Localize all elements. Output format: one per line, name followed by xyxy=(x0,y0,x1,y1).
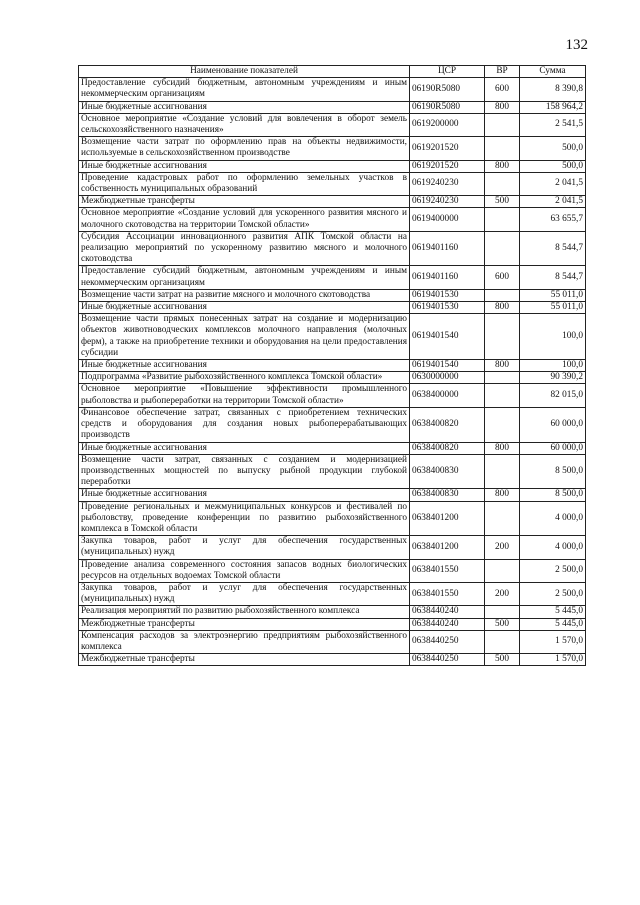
header-csr: ЦСР xyxy=(410,66,485,78)
row-sum-cell: 60 000,0 xyxy=(520,442,586,454)
row-vr-cell: 600 xyxy=(485,78,520,101)
row-csr-cell: 0619240230 xyxy=(410,196,485,208)
row-vr-cell xyxy=(485,454,520,489)
row-name-cell: Иные бюджетные ассигнования xyxy=(79,101,410,113)
row-name-cell: Финансовое обеспечение затрат, связанных с приобретением технических средств и оборудования для создания новых рыбоперерабатывающих производств xyxy=(79,407,410,442)
row-csr-cell: 0638400000 xyxy=(410,384,485,407)
row-sum-cell: 5 445,0 xyxy=(520,618,586,630)
table-row xyxy=(79,454,586,489)
budget-table xyxy=(78,65,586,666)
table-row xyxy=(79,606,586,618)
table-row xyxy=(79,372,586,384)
table-row xyxy=(79,196,586,208)
row-name-cell: Межбюджетные трансферты xyxy=(79,618,410,630)
row-name-cell: Субсидия Ассоциации инновационного развития АПК Томской области на реализацию мероприятий по ускоренному развитию мясного и молочного скотоводства xyxy=(79,231,410,266)
row-csr-cell: 0638401200 xyxy=(410,501,485,536)
row-sum-cell: 2 041,5 xyxy=(520,196,586,208)
row-vr-cell: 600 xyxy=(485,266,520,289)
row-csr-cell: 0638440250 xyxy=(410,654,485,666)
row-csr-cell: 0619201520 xyxy=(410,137,485,160)
table-row xyxy=(79,101,586,113)
row-csr-cell: 0619200000 xyxy=(410,113,485,136)
row-csr-cell: 0619401530 xyxy=(410,302,485,314)
row-csr-cell: 0619400000 xyxy=(410,208,485,231)
row-vr-cell xyxy=(485,113,520,136)
row-vr-cell: 500 xyxy=(485,654,520,666)
table-row xyxy=(79,231,586,266)
row-name-cell: Возмещение части затрат на развитие мясного и молочного скотоводства xyxy=(79,289,410,301)
row-vr-cell xyxy=(485,137,520,160)
table-row xyxy=(79,559,586,582)
row-sum-cell: 500,0 xyxy=(520,137,586,160)
row-name-cell: Иные бюджетные ассигнования xyxy=(79,360,410,372)
row-vr-cell: 500 xyxy=(485,196,520,208)
row-name-cell: Основное мероприятие «Создание условий для ускоренного развития мясного и молочного скотоводства на территории Томской области» xyxy=(79,208,410,231)
row-csr-cell: 0638400820 xyxy=(410,407,485,442)
row-sum-cell: 60 000,0 xyxy=(520,407,586,442)
row-sum-cell: 82 015,0 xyxy=(520,384,586,407)
row-sum-cell: 500,0 xyxy=(520,160,586,172)
table-row xyxy=(79,618,586,630)
row-sum-cell: 158 964,2 xyxy=(520,101,586,113)
row-sum-cell: 2 500,0 xyxy=(520,559,586,582)
table-row xyxy=(79,208,586,231)
row-name-cell: Проведение кадастровых работ по оформлению земельных участков в собственность муниципальных образований xyxy=(79,172,410,195)
row-csr-cell: 0619401540 xyxy=(410,314,485,360)
row-vr-cell xyxy=(485,606,520,618)
table-row xyxy=(79,384,586,407)
row-name-cell: Реализация мероприятий по развитию рыбохозяйственного комплекса xyxy=(79,606,410,618)
table-row xyxy=(79,113,586,136)
row-name-cell: Предоставление субсидий бюджетным, автономным учреждениям и иным некоммерческим организациям xyxy=(79,266,410,289)
row-csr-cell: 06190R5080 xyxy=(410,101,485,113)
row-name-cell: Основное мероприятие «Повышение эффективности промышленного рыболовства и рыбопереработки на территории Томской области» xyxy=(79,384,410,407)
table-row xyxy=(79,266,586,289)
row-name-cell: Межбюджетные трансферты xyxy=(79,654,410,666)
row-sum-cell: 8 544,7 xyxy=(520,266,586,289)
row-sum-cell: 2 541,5 xyxy=(520,113,586,136)
row-name-cell: Межбюджетные трансферты xyxy=(79,196,410,208)
row-vr-cell xyxy=(485,501,520,536)
row-vr-cell xyxy=(485,372,520,384)
row-name-cell: Компенсация расходов за электроэнергию предприятиям рыбохозяйственного комплекса xyxy=(79,630,410,653)
row-sum-cell: 100,0 xyxy=(520,360,586,372)
row-name-cell: Иные бюджетные ассигнования xyxy=(79,302,410,314)
row-csr-cell: 0638400820 xyxy=(410,442,485,454)
table-row xyxy=(79,302,586,314)
row-sum-cell: 4 000,0 xyxy=(520,501,586,536)
table-row xyxy=(79,501,586,536)
header-sum: Сумма xyxy=(520,66,586,78)
table-row xyxy=(79,630,586,653)
row-vr-cell xyxy=(485,289,520,301)
row-name-cell: Проведение анализа современного состояния запасов водных биологических ресурсов на отдельных водоемах Томской области xyxy=(79,559,410,582)
row-vr-cell: 800 xyxy=(485,360,520,372)
row-sum-cell: 4 000,0 xyxy=(520,536,586,559)
row-vr-cell xyxy=(485,314,520,360)
row-vr-cell xyxy=(485,172,520,195)
row-vr-cell: 200 xyxy=(485,536,520,559)
row-sum-cell: 8 500,0 xyxy=(520,489,586,501)
table-row xyxy=(79,654,586,666)
row-csr-cell: 0619240230 xyxy=(410,172,485,195)
row-vr-cell: 800 xyxy=(485,489,520,501)
row-sum-cell: 2 041,5 xyxy=(520,172,586,195)
row-sum-cell: 55 011,0 xyxy=(520,289,586,301)
table-row xyxy=(79,78,586,101)
table-row xyxy=(79,289,586,301)
row-csr-cell: 0638440250 xyxy=(410,630,485,653)
row-name-cell: Проведение региональных и межмуниципальных конкурсов и фестивалей по рыболовству, проведение конференции по развитию рыбохозяйственного комплекса в Томской области xyxy=(79,501,410,536)
row-name-cell: Закупка товаров, работ и услуг для обеспечения государственных (муниципальных) нужд xyxy=(79,582,410,605)
row-name-cell: Предоставление субсидий бюджетным, автономным учреждениям и иным некоммерческим организациям xyxy=(79,78,410,101)
row-sum-cell: 5 445,0 xyxy=(520,606,586,618)
table-body xyxy=(79,78,586,666)
row-vr-cell: 800 xyxy=(485,101,520,113)
row-csr-cell: 0638401550 xyxy=(410,559,485,582)
row-name-cell: Подпрограмма «Развитие рыбохозяйственного комплекса Томской области» xyxy=(79,372,410,384)
row-sum-cell: 8 544,7 xyxy=(520,231,586,266)
row-csr-cell: 0638401200 xyxy=(410,536,485,559)
row-sum-cell: 8 500,0 xyxy=(520,454,586,489)
table-row xyxy=(79,489,586,501)
row-vr-cell xyxy=(485,231,520,266)
row-csr-cell: 0638440240 xyxy=(410,618,485,630)
row-sum-cell: 100,0 xyxy=(520,314,586,360)
table-row xyxy=(79,582,586,605)
row-vr-cell xyxy=(485,384,520,407)
table-row xyxy=(79,160,586,172)
row-name-cell: Иные бюджетные ассигнования xyxy=(79,442,410,454)
header-name: Наименование показателей xyxy=(79,66,410,78)
table-row xyxy=(79,407,586,442)
row-csr-cell: 0619201520 xyxy=(410,160,485,172)
row-name-cell: Иные бюджетные ассигнования xyxy=(79,489,410,501)
page-number: 132 xyxy=(565,37,588,53)
row-vr-cell: 800 xyxy=(485,160,520,172)
row-csr-cell: 0638440240 xyxy=(410,606,485,618)
table-row xyxy=(79,137,586,160)
row-name-cell: Возмещение части прямых понесенных затрат на создание и модернизацию объектов животноводческих комплексов молочного направления (молочных ферм), а также на приобретение техники и оборудования на цели предоставления субсидии xyxy=(79,314,410,360)
row-name-cell: Закупка товаров, работ и услуг для обеспечения государственных (муниципальных) нужд xyxy=(79,536,410,559)
row-vr-cell: 800 xyxy=(485,302,520,314)
row-csr-cell: 0630000000 xyxy=(410,372,485,384)
row-vr-cell: 800 xyxy=(485,442,520,454)
row-sum-cell: 2 500,0 xyxy=(520,582,586,605)
row-name-cell: Иные бюджетные ассигнования xyxy=(79,160,410,172)
row-name-cell: Возмещение части затрат, связанных с созданием и модернизацией производственных мощностей по выпуску рыбной продукции глубокой переработки xyxy=(79,454,410,489)
row-csr-cell: 0619401160 xyxy=(410,266,485,289)
table-row xyxy=(79,442,586,454)
row-vr-cell: 500 xyxy=(485,618,520,630)
table-row xyxy=(79,314,586,360)
row-vr-cell xyxy=(485,630,520,653)
row-vr-cell: 200 xyxy=(485,582,520,605)
row-sum-cell: 55 011,0 xyxy=(520,302,586,314)
row-csr-cell: 0619401160 xyxy=(410,231,485,266)
row-vr-cell xyxy=(485,559,520,582)
row-csr-cell: 0619401530 xyxy=(410,289,485,301)
table-row xyxy=(79,536,586,559)
table-row xyxy=(79,360,586,372)
row-csr-cell: 0638400830 xyxy=(410,454,485,489)
row-sum-cell: 1 570,0 xyxy=(520,630,586,653)
row-csr-cell: 0619401540 xyxy=(410,360,485,372)
row-name-cell: Возмещение части затрат по оформлению прав на объекты недвижимости, используемые в сельскохозяйственном производстве xyxy=(79,137,410,160)
row-vr-cell xyxy=(485,407,520,442)
row-csr-cell: 0638401550 xyxy=(410,582,485,605)
row-vr-cell xyxy=(485,208,520,231)
row-csr-cell: 06190R5080 xyxy=(410,78,485,101)
row-sum-cell: 90 390,2 xyxy=(520,372,586,384)
row-name-cell: Основное мероприятие «Создание условий для вовлечения в оборот земель сельскохозяйственного назначения» xyxy=(79,113,410,136)
row-sum-cell: 1 570,0 xyxy=(520,654,586,666)
header-vr: ВР xyxy=(485,66,520,78)
table-row xyxy=(79,172,586,195)
row-csr-cell: 0638400830 xyxy=(410,489,485,501)
row-sum-cell: 63 655,7 xyxy=(520,208,586,231)
row-sum-cell: 8 390,8 xyxy=(520,78,586,101)
table-header-row xyxy=(79,66,586,78)
